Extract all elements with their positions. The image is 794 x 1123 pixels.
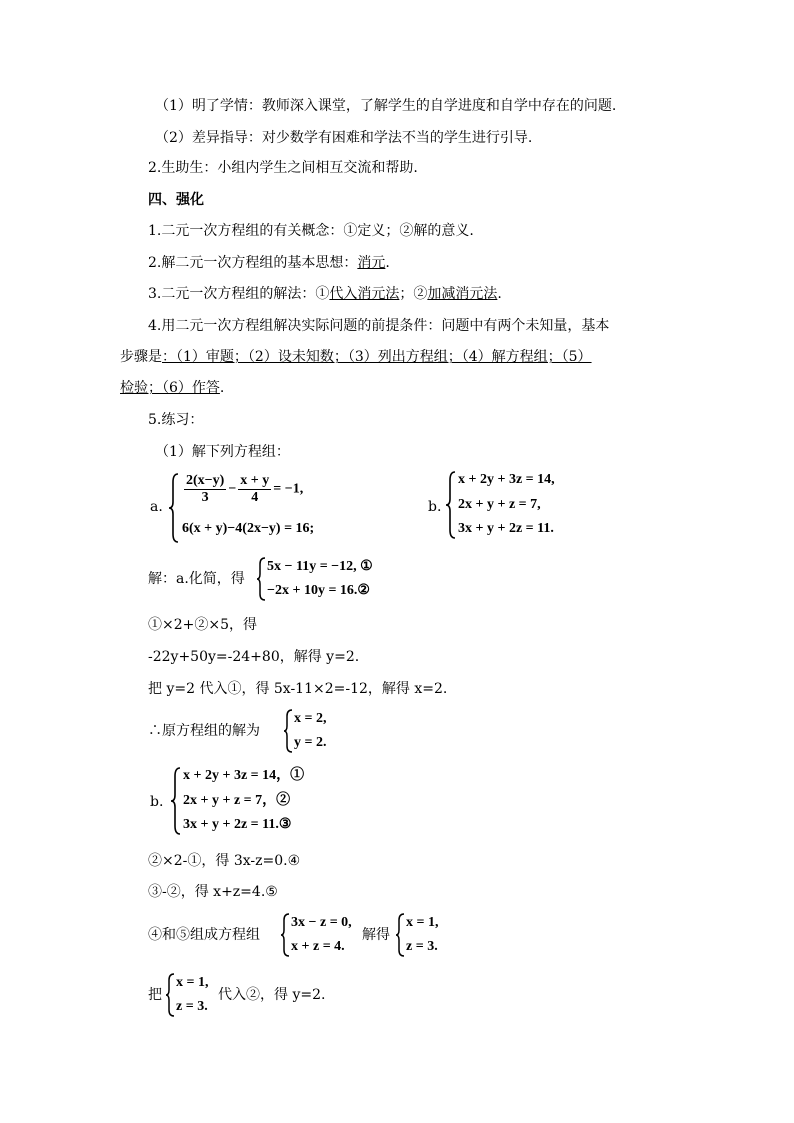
left-brace-icon [280, 912, 290, 958]
labeled-eq-3: 3x + y + 2z = 11.③ [183, 817, 292, 832]
result-eq-1: x = 2, [294, 711, 327, 726]
fraction-1-num: 2(x−y) [186, 473, 225, 488]
line-3: 2.生助生：小组内学生之间相互交流和帮助. [148, 160, 418, 176]
section-heading: 四、强化 [148, 192, 204, 208]
left-brace-icon [170, 766, 182, 836]
label-a: a. [150, 499, 163, 515]
combined-eq-2: x + z = 4. [291, 939, 345, 954]
left-brace-icon [283, 708, 293, 754]
point-3-sep: ；② [399, 286, 428, 302]
point-4-end: . [219, 380, 225, 396]
point-4-steps-end: 检验；（6）作答 [120, 380, 220, 396]
left-brace-icon [395, 912, 405, 958]
system-b-eq-2: 2x + y + z = 7, [458, 497, 541, 512]
solved-eq-2: z = 3. [406, 939, 438, 954]
substitute-system [165, 972, 225, 1018]
left-brace-icon [445, 470, 457, 540]
fraction-2-den: 4 [251, 490, 259, 505]
combined-system [280, 912, 360, 958]
simplified-eq-1: 5x − 11y = −12, ① [267, 559, 373, 574]
labeled-eq-2: 2x + y + z = 7，② [183, 793, 291, 808]
point-4-steps-label: 步骤是 [120, 349, 162, 365]
fraction-1 [184, 473, 226, 506]
label-b: b. [428, 499, 442, 515]
combined-eq-1: 3x − z = 0, [291, 915, 352, 930]
left-brace-icon [256, 556, 266, 602]
point-4-line-2 [120, 347, 592, 367]
step-6: ③-②，得 x+z=4.⑤ [148, 884, 278, 900]
point-4-line-3 [120, 378, 224, 398]
labeled-eq-1: x + 2y + 3z = 14，① [183, 768, 305, 783]
system-b-eq-1: x + 2y + 3z = 14, [458, 472, 555, 487]
system-a [168, 472, 368, 544]
exercise-prompt: （1）解下列方程组： [155, 444, 290, 460]
step-4: ∴原方程组的解为 [148, 723, 260, 739]
fraction-1-den: 3 [201, 490, 209, 505]
simplified-system [256, 556, 416, 602]
left-brace-icon [165, 972, 175, 1018]
point-3-method-1: 代入消元法 [329, 286, 400, 302]
point-2-underlined: 消元 [357, 255, 386, 271]
simplified-eq-2: −2x + 10y = 16.② [267, 583, 370, 598]
point-2-end: . [385, 255, 390, 271]
line-1: （1）明了学情：教师深入课堂，了解学生的自学进度和自学中存在的问题. [155, 98, 617, 114]
point-2 [148, 253, 390, 273]
point-3-text: 3.二元一次方程组的解法：① [148, 286, 330, 302]
point-4-steps: ：（1）审题；（2）设未知数；（3）列出方程组；（4）解方程组；（5） [162, 349, 592, 365]
step-2: -22y+50y=-24+80，解得 y=2. [148, 649, 360, 665]
system-a-eq-1 [182, 473, 303, 506]
fraction-2-num: x + y [240, 473, 270, 488]
point-1: 1.二元一次方程组的有关概念：①定义；②解的意义. [148, 223, 474, 239]
left-brace-icon [168, 472, 180, 544]
fraction-2 [238, 473, 271, 506]
system-b-eq-3: 3x + y + 2z = 11. [458, 521, 554, 536]
point-3-end: . [497, 286, 502, 302]
result-eq-2: y = 2. [294, 735, 327, 750]
minus-sign: − [228, 481, 237, 497]
substitute-eq-1: x = 1, [176, 975, 209, 990]
point-3-method-2: 加减消元法 [427, 286, 498, 302]
step-8: 把 [148, 987, 162, 1003]
step-1: ①×2+②×5，得 [148, 617, 258, 633]
substitute-eq-2: z = 3. [176, 999, 208, 1014]
system-a-eq-2: 6(x + y)−4(2x−y) = 16; [182, 521, 315, 536]
point-4-line-1: 4.用二元一次方程组解决实际问题的前提条件：问题中有两个未知量，基本 [148, 318, 610, 334]
step-7: ④和⑤组成方程组 [148, 927, 260, 943]
solved-eq-1: x = 1, [406, 915, 439, 930]
point-5: 5.练习： [148, 412, 204, 428]
system-b-labeled [170, 766, 340, 836]
eq-1-rhs: = −1, [273, 481, 304, 497]
point-2-text: 2.解二元一次方程组的基本思想： [148, 255, 358, 271]
step-3: 把 y=2 代入①，得 5x-11×2=-12，解得 x=2. [148, 681, 448, 697]
step-8-end: 代入②，得 y=2. [218, 987, 326, 1003]
line-2: （2）差异指导：对少数学有困难和学法不当的学生进行引导. [155, 130, 533, 146]
solved-system [395, 912, 455, 958]
step-7-solved: 解得 [362, 927, 390, 943]
point-3 [148, 284, 502, 304]
solution-a-intro: 解：a.化简，得 [148, 571, 245, 587]
system-b [445, 470, 605, 540]
label-b-solution: b. [150, 794, 164, 810]
step-5: ②×2-①，得 3x-z=0.④ [148, 853, 301, 869]
result-system-a [283, 708, 353, 754]
